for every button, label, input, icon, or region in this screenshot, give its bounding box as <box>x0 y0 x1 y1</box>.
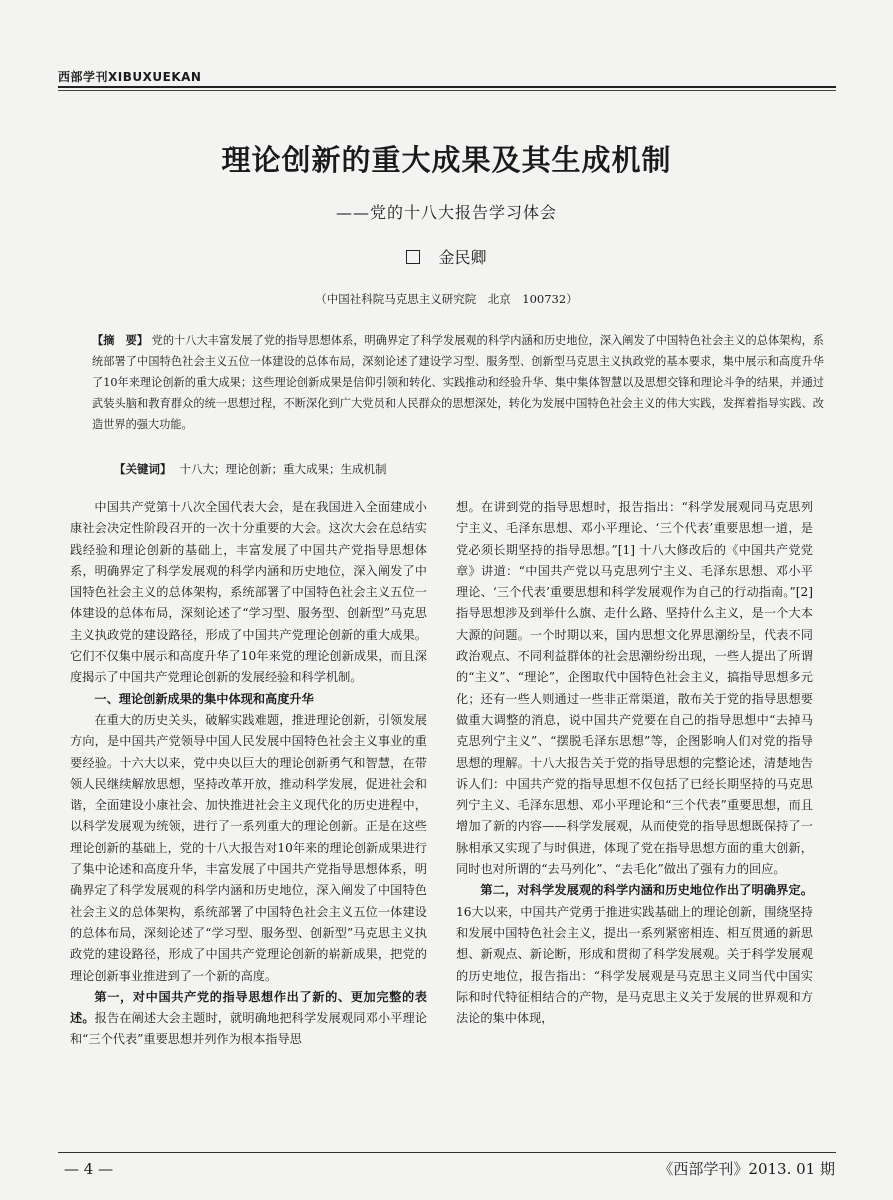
footer-rule <box>58 1152 836 1153</box>
abstract-label: 【摘 要】 <box>92 334 149 347</box>
body-paragraph: 中国共产党第十八次全国代表大会，是在我国进入全面建成小康社会决定性阶段召开的一次十分重要的大会。这次大会在总结实践经验和理论创新的基础上，丰富发展了中国共产党指导思想体系，明确界定了科学发展观的科学内涵和历史地位，深入阐发了中国特色社会主义的总体架构，系统部署了中国特色社会主义五位一体建设的总体布局，深刻论述了“学习型、服务型、创新型”马克思主义执政党的建设路径，形成了中国共产党理论创新的重大成果。它们不仅集中展示和高度升华了10年来党的理论创新成果，而且深度揭示了中国共产党理论创新的发展经验和科学机制。 <box>70 500 427 685</box>
body-paragraph <box>70 987 427 1051</box>
header-rule-thin <box>58 90 836 91</box>
article-title: 理论创新的重大成果及其生成机制 <box>221 143 672 177</box>
affiliation: （中国社科院马克思主义研究院 北京 100732） <box>315 292 578 306</box>
section-heading: 一、理论创新成果的集中体现和高度升华 <box>94 691 314 706</box>
page-number: — 4 — <box>64 1160 114 1178</box>
body-paragraph: 想。在讲到党的指导思想时，报告指出：“科学发展观同马克思列宁主义、毛泽东思想、邓小平理论、‘三个代表’重要思想一道，是党必须长期坚持的指导思想。”[1] 十八大修改后的《中国共产党党章》讲道：“中国共产党以马克思列宁主义、毛泽东思想、邓小平理论、‘三个代表’重要思想和科学发展观作为自己的行动指南。”[2] 指导思想涉及到举什么旗、走什么路、坚持什么主义，是一个大本大源的问题。一个时期以来，国内思想文化界思潮纷呈，代表不同政治观点、不同利益群体的社会思潮纷纷出现，一些人提出了所谓的“主义”、“理论”，企图取代中国特色社会主义，搞指导思想多元化；还有一些人则通过一些非正常渠道，散布关于党的指导思想要做重大调整的消息，说中国共产党要在自己的指导思想中“去掉马克思列宁主义”、“摆脱毛泽东思想”等，企图影响人们对党的指导思想的理解。十八大报告关于党的指导思想的完整论述，清楚地告诉人们：中国共产党的指导思想不仅包括了已经长期坚持的马克思列宁主义、毛泽东思想、邓小平理论和“三个代表”重要思想，而且增加了新的内容——科学发展观，从而使党的指导思想既保持了一脉相承又实现了与时俱进，体现了党在指导思想方面的重大创新，同时也对所谓的“去马列化”、“去毛化”做出了强有力的回应。 <box>456 500 813 877</box>
abstract <box>92 330 824 435</box>
body-paragraph <box>456 880 813 1029</box>
author-line <box>0 245 893 268</box>
issue-label: 《西部学刊》2013. 01 期 <box>658 1160 835 1178</box>
body-paragraph: 在重大的历史关头，破解实践难题，推进理论创新，引领发展方向，是中国共产党领导中国人民发展中国特色社会主义事业的重要经验。十六大以来，党中央以巨大的理论创新勇气和智慧，在带领人民继续解放思想，坚持改革开放，推动科学发展，促进社会和谐，全面建设小康社会、加快推进社会主义现代化的历史进程中，以科学发展观为统领，进行了一系列重大的理论创新。正是在这些理论创新的基础上，党的十八大报告对10年来的理论创新成果进行了集中论述和高度升华，丰富发展了中国共产党指导思想体系，明确界定了科学发展观的科学内涵和历史地位，深入阐发了中国特色社会主义的总体架构，系统部署了中国特色社会主义五位一体建设的总体布局，深刻论述了“学习型、服务型、创新型”马克思主义执政党的建设路径，形成了中国共产党理论创新的崭新成果，把党的理论创新事业推进到了一个新的高度。 <box>70 712 427 983</box>
running-header <box>58 66 838 85</box>
author-box-mark <box>406 250 420 264</box>
journal-name-en: XIBUXUEKAN <box>108 70 202 84</box>
point-text: 16大以来，中国共产党勇于推进实践基础上的理论创新，围绕坚持和发展中国特色社会主义，提出一系列紧密相连、相互贯通的新思想、新观点、新论断，形成和贯彻了科学发展观。关于科学发展观的历史地位，报告指出：“科学发展观是马克思主义同当代中国实际和时代特征相结合的产物，是马克思主义关于发展的世界观和方法论的集中体现， <box>456 904 813 1026</box>
abstract-text: 党的十八大丰富发展了党的指导思想体系，明确界定了科学发展观的科学内涵和历史地位，深入阐发了中国特色社会主义的总体架构，系统部署了中国特色社会主义五位一体建设的总体布局，深刻论述了建设学习型、服务型、创新型马克思主义执政党的基本要求，集中展示和高度升华了10年来理论创新的重大成果；这些理论创新成果是信仰引领和转化、实践推动和经验升华、集中集体智慧以及思想交锋和理论斗争的结果，并通过武装头脑和教育群众的统一思想过程，不断深化到广大党员和人民群众的思想深处，转化为发展中国特色社会主义的伟大实践，发挥着指导实践、改造世界的强大功能。 <box>92 334 824 431</box>
author-name: 金民卿 <box>438 248 487 267</box>
body-column-left <box>70 497 427 1051</box>
point-lead: 第一，对中国共产党的指导思想作出了新的、更加完整的表述。 <box>70 989 427 1026</box>
body-column-right <box>456 497 813 1029</box>
header-rule-thick <box>58 86 836 88</box>
article-subtitle: ——党的十八大报告学习体会 <box>335 203 557 222</box>
journal-name-cn: 西部学刊 <box>58 70 109 84</box>
point-text: 报告在阐述大会主题时，就明确地把科学发展观同邓小平理论和“三个代表”重要思想并列作为根本指导思 <box>70 1011 428 1047</box>
point-lead: 第二，对科学发展观的科学内涵和历史地位作出了明确界定。 <box>480 883 813 898</box>
keywords <box>114 461 387 477</box>
keywords-text: 十八大；理论创新；重大成果；生成机制 <box>179 462 387 476</box>
keywords-label: 【关键词】 <box>114 462 172 476</box>
